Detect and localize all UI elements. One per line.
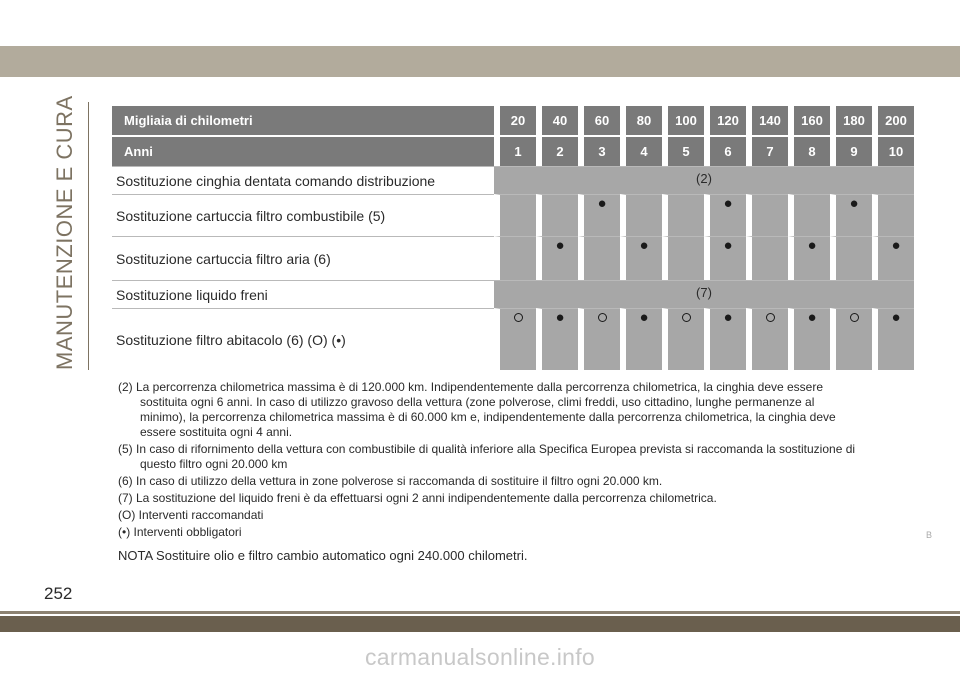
schedule-cell bbox=[704, 308, 746, 370]
years-header-label: Anni bbox=[112, 137, 494, 166]
footnote bbox=[118, 491, 918, 506]
footnote-line: (•) Interventi obbligatori bbox=[118, 525, 242, 539]
schedule-cell bbox=[494, 236, 536, 280]
schedule-cell bbox=[578, 194, 620, 236]
footnote-line: (6) In caso di utilizzo della vettura in zone polverose si raccomanda di sostituire il filtro ogni 20.000 km. bbox=[118, 474, 663, 488]
footnote bbox=[118, 525, 918, 540]
maintenance-table bbox=[112, 106, 914, 370]
years-header-value: 9 bbox=[830, 137, 872, 166]
footnote-continuation: sostituita ogni 6 anni. In caso di utilizzo gravoso della vettura (zone polverose, climi freddi, uso cittadino, lunghe permanenze al bbox=[140, 395, 815, 409]
schedule-cell bbox=[830, 194, 872, 236]
schedule-cell bbox=[662, 308, 704, 370]
schedule-cell bbox=[620, 236, 662, 280]
row-label: Sostituzione liquido freni bbox=[112, 280, 494, 308]
years-header-value: 10 bbox=[872, 137, 914, 166]
schedule-cell bbox=[788, 194, 830, 236]
schedule-cell bbox=[872, 194, 914, 236]
schedule-cell bbox=[578, 236, 620, 280]
recommended-circle-icon bbox=[682, 313, 691, 322]
years-header-value: 7 bbox=[746, 137, 788, 166]
recommended-circle-icon bbox=[514, 313, 523, 322]
schedule-cell bbox=[704, 194, 746, 236]
mandatory-dot-icon: ● bbox=[807, 309, 817, 326]
schedule-cell bbox=[830, 236, 872, 280]
footnote bbox=[118, 474, 918, 489]
years-header-value: 3 bbox=[578, 137, 620, 166]
footnote bbox=[118, 508, 918, 523]
km-header bbox=[112, 106, 914, 137]
recommended-circle-icon bbox=[598, 313, 607, 322]
years-header-value: 2 bbox=[536, 137, 578, 166]
row-label: Sostituzione cartuccia filtro aria (6) bbox=[112, 236, 494, 280]
top-band bbox=[0, 46, 960, 77]
page-number: 252 bbox=[44, 584, 73, 603]
mandatory-dot-icon: ● bbox=[597, 195, 607, 212]
mandatory-dot-icon: ● bbox=[723, 237, 733, 254]
footnote-continuation: minimo), la percorrenza chilometrica massima è di 60.000 km e, indipendentemente dalla percorrenza chilometrica, la cinghia deve bbox=[140, 410, 836, 424]
footnote bbox=[118, 380, 918, 440]
schedule-cell bbox=[494, 194, 536, 236]
km-header-value: 100 bbox=[662, 106, 704, 137]
km-header-label: Migliaia di chilometri bbox=[112, 106, 494, 137]
footnote bbox=[118, 442, 918, 472]
footnote-line: (7) La sostituzione del liquido freni è da effettuarsi ogni 2 anni indipendentemente dalla percorrenza chilometrica. bbox=[118, 491, 717, 505]
footnotes bbox=[118, 380, 918, 542]
recommended-circle-icon bbox=[766, 313, 775, 322]
km-header-value: 20 bbox=[494, 106, 536, 137]
schedule-cell bbox=[746, 194, 788, 236]
interval-note-cell: (7) bbox=[494, 280, 914, 308]
watermark: carmanualsonline.info bbox=[364, 644, 596, 670]
recommended-circle-icon bbox=[850, 313, 859, 322]
footnote-continuation: questo filtro ogni 20.000 km bbox=[140, 457, 288, 471]
mandatory-dot-icon: ● bbox=[807, 237, 817, 254]
km-header-value: 180 bbox=[830, 106, 872, 137]
years-header bbox=[112, 137, 914, 166]
row-label: Sostituzione cinghia dentata comando distribuzione bbox=[112, 166, 494, 194]
schedule-cell bbox=[578, 308, 620, 370]
mandatory-dot-icon: ● bbox=[891, 309, 901, 326]
schedule-cell bbox=[788, 236, 830, 280]
schedule-cell bbox=[536, 236, 578, 280]
km-header-value: 160 bbox=[788, 106, 830, 137]
schedule-cell bbox=[536, 194, 578, 236]
km-header-value: 140 bbox=[746, 106, 788, 137]
row-label: Sostituzione cartuccia filtro combustibile (5) bbox=[112, 194, 494, 236]
years-header-value: 6 bbox=[704, 137, 746, 166]
schedule-cell bbox=[830, 308, 872, 370]
mandatory-dot-icon: ● bbox=[639, 237, 649, 254]
schedule-cell bbox=[704, 236, 746, 280]
schedule-cell bbox=[662, 194, 704, 236]
interval-note-cell: (2) bbox=[494, 166, 914, 194]
bottom-rule bbox=[0, 611, 960, 614]
schedule-cell bbox=[746, 308, 788, 370]
footnote-line: (O) Interventi raccomandati bbox=[118, 508, 264, 522]
final-note: NOTA Sostituire olio e filtro cambio automatico ogni 240.000 chilometri. bbox=[118, 548, 528, 563]
schedule-cell bbox=[536, 308, 578, 370]
footnote-line: (5) In caso di rifornimento della vettura con combustibile di qualità inferiore alla Specifica Europea prevista si raccomanda la sostituzione di bbox=[118, 442, 856, 456]
section-title: MANUTENZIONE E CURA bbox=[52, 95, 77, 370]
mandatory-dot-icon: ● bbox=[639, 309, 649, 326]
schedule-cell bbox=[662, 236, 704, 280]
mandatory-dot-icon: ● bbox=[723, 309, 733, 326]
footnote-continuation: essere sostituita ogni 4 anni. bbox=[140, 425, 293, 439]
table-row bbox=[112, 194, 914, 236]
schedule-cell bbox=[620, 308, 662, 370]
years-header-value: 5 bbox=[662, 137, 704, 166]
km-header-value: 40 bbox=[536, 106, 578, 137]
footnote-line: (2) La percorrenza chilometrica massima è di 120.000 km. Indipendentemente dalla percorrenza chilometrica, la cinghia deve essere bbox=[118, 380, 824, 394]
table-body bbox=[112, 106, 914, 370]
section-rule bbox=[88, 102, 89, 370]
table-row bbox=[112, 236, 914, 280]
table-row bbox=[112, 308, 914, 370]
mandatory-dot-icon: ● bbox=[849, 195, 859, 212]
table-row bbox=[112, 166, 914, 194]
mandatory-dot-icon: ● bbox=[555, 309, 565, 326]
mandatory-dot-icon: ● bbox=[891, 237, 901, 254]
schedule-cell bbox=[872, 308, 914, 370]
years-header-value: 8 bbox=[788, 137, 830, 166]
km-header-value: 80 bbox=[620, 106, 662, 137]
table-row bbox=[112, 280, 914, 308]
schedule-cell bbox=[872, 236, 914, 280]
schedule-cell bbox=[788, 308, 830, 370]
km-header-value: 200 bbox=[872, 106, 914, 137]
schedule-cell bbox=[494, 308, 536, 370]
mandatory-dot-icon: ● bbox=[723, 195, 733, 212]
row-label: Sostituzione filtro abitacolo (6) (O) (•) bbox=[112, 308, 494, 370]
schedule-cell bbox=[746, 236, 788, 280]
km-header-value: 60 bbox=[578, 106, 620, 137]
schedule-cell bbox=[620, 194, 662, 236]
bottom-band bbox=[0, 616, 960, 632]
years-header-value: 1 bbox=[494, 137, 536, 166]
corner-mark: B bbox=[926, 530, 933, 540]
mandatory-dot-icon: ● bbox=[555, 237, 565, 254]
years-header-value: 4 bbox=[620, 137, 662, 166]
km-header-value: 120 bbox=[704, 106, 746, 137]
